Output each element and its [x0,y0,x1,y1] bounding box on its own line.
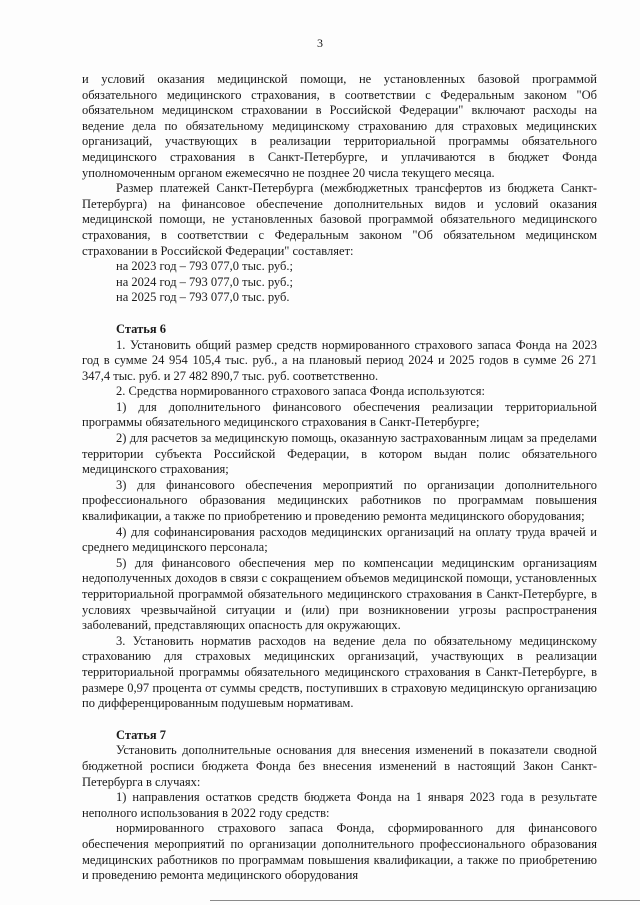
document-body [82,72,597,884]
article-6-subitem-5: 5) для финансового обеспечения мер по компенсации медицинским организациям недополученных доходов в связи с сокращением объемов медицинской помощи, установленных территориальной программой обязательного медицинского страхования в Санкт-Петербурге, в условиях чрезвычайной ситуации и (или) при возникновении угрозы распространения заболеваний, представляющих опасность для окружающих. [82,555,597,633]
article-7-item-1: 1) направления остатков средств бюджета Фонда на 1 января 2023 года в результате неполного использования в 2022 году средств: [82,790,597,820]
amount-2025: на 2025 год – 793 077,0 тыс. руб. [116,290,290,305]
article-7-intro: Установить дополнительные основания для внесения изменений в показатели сводной бюджетной росписи бюджета Фонда без внесения изменений в настоящий Закон Санкт-Петербурга в случаях: [82,743,597,789]
article-6-item-1: 1. Установить общий размер средств нормированного страхового запаса Фонда на 2023 год в сумме 24 954 105,4 тыс. руб., а на плановый период 2024 и 2025 годов в сумме 26 271 347,4 тыс. руб. и 27 482 890,7 тыс. руб. соответственно. [82,337,597,383]
paragraph-payments: Размер платежей Санкт-Петербурга (межбюджетных трансфертов из бюджета Санкт-Петербурга) на финансовое обеспечение дополнительных видов и условий оказания медицинской помощи, не установленных базовой программой обязательного медицинского страхования, в соответствии с Федеральным законом "Об обязательном медицинском страховании в Российской Федерации" составляет: [82,181,597,258]
article-6-subitem-3: 3) для финансового обеспечения мероприятий по организации дополнительного профессионального образования медицинских работников по программам повышения квалификации, а также по приобретению и проведению ремонта медицинского оборудования; [82,477,597,524]
article-7-item-1-detail: нормированного страхового запаса Фонда, сформированного для финансового обеспечения мероприятий по организации дополнительного профессионального образования медицинских работников по программам повышения квалификации, а также по приобретению и проведению ремонта медицинского оборудования [82,821,597,883]
amount-2024: на 2024 год – 793 077,0 тыс. руб.; [116,274,293,289]
article-6-item-3: 3. Установить норматив расходов на ведение дела по обязательному медицинскому страхованию для страховых медицинских организаций, участвующих в реализации территориальной программы обязательного медицинского страхования в Санкт-Петербурге, в размере 0,97 процента от суммы средств, поступивших в страховую медицинскую организацию по дифференцированным подушевым нормативам. [82,633,597,711]
amount-2023: на 2023 год – 793 077,0 тыс. руб.; [116,259,293,274]
paragraph-continuation: и условий оказания медицинской помощи, не установленных базовой программой обязательного медицинского страхования, в соответствии с Федеральным законом "Об обязательном медицинском страховании в Российской Федерации" включают расходы на ведение дела по обязательному медицинскому страхованию для страховых медицинских организаций, участвующих в реализации территориальной программы обязательного медицинского страхования в Санкт-Петербурге, и уплачиваются в бюджет Фонда уполномоченным органом ежемесячно не позднее 20 числа текущего месяца. [82,72,597,180]
page-number: 3 [317,36,323,50]
article-6-title: Статья 6 [116,321,166,336]
scan-edge-line [210,900,640,901]
article-6-subitem-1: 1) для дополнительного финансового обеспечения реализации территориальной программы обязательного медицинского страхования в Санкт-Петербурге; [82,399,597,430]
article-6-subitem-2: 2) для расчетов за медицинскую помощь, оказанную застрахованным лицам за пределами территории субъекта Российской Федерации, в котором выдан полис обязательного медицинского страхования; [82,431,597,477]
article-6-subitem-4: 4) для софинансирования расходов медицинских организаций на оплату труда врачей и среднего медицинского персонала; [82,524,597,555]
article-7-title: Статья 7 [116,727,166,742]
article-6-item-2: 2. Средства нормированного страхового запаса Фонда используются: [116,384,485,399]
